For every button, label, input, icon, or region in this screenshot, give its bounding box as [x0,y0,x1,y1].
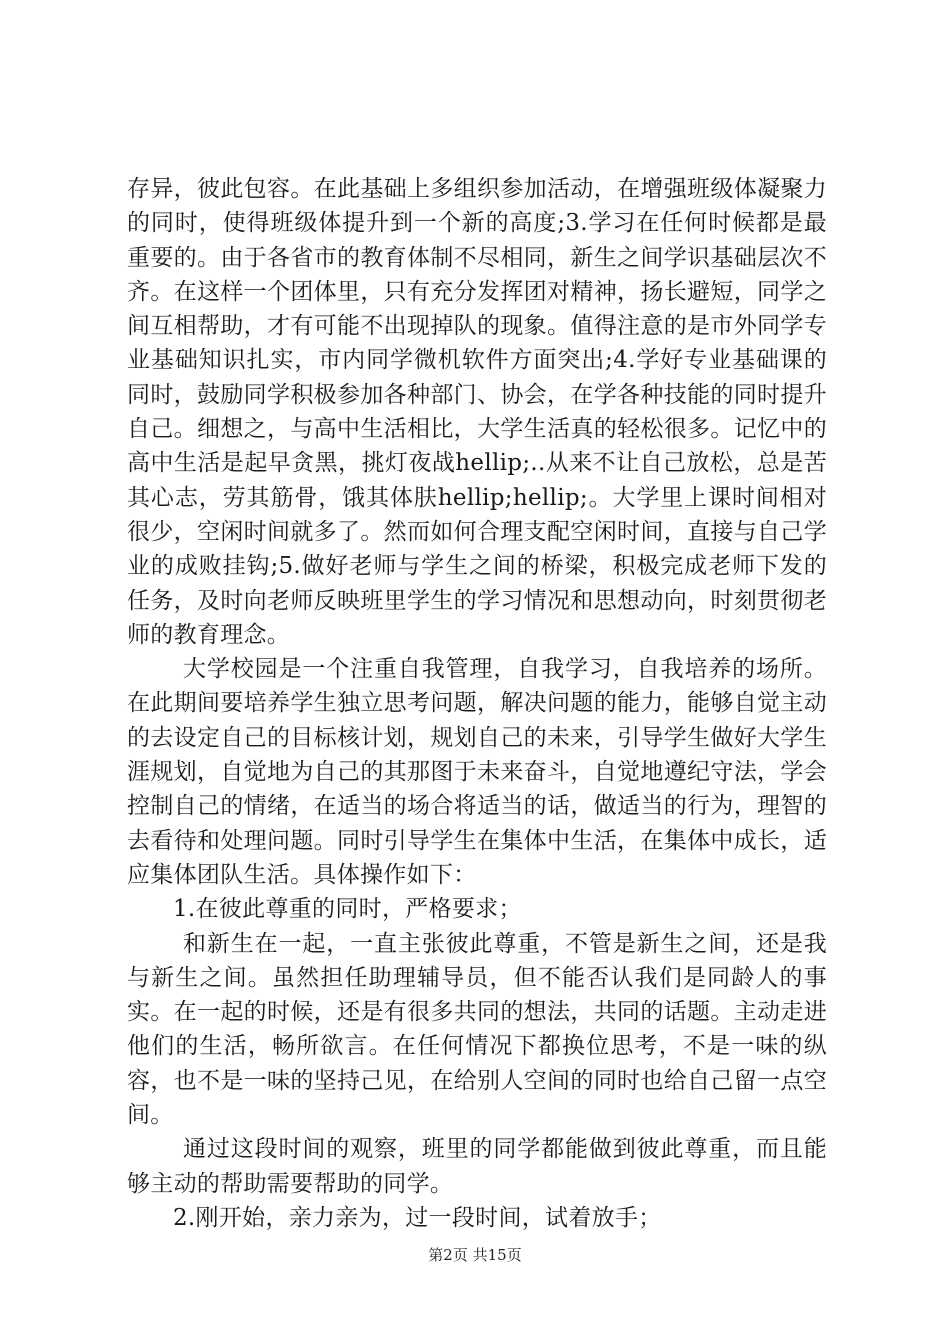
paragraph-campus: 大学校园是一个注重自我管理，自我学习，自我培养的场所。在此期间要培养学生独立思考问题，解决问题的能力，能够自觉主动的去设定自己的目标核计划，规划自己的未来，引导学生做好大学生涯规划，自觉地为自己的其那图于未来奋斗，自觉地遵纪守法，学会控制自己的情绪，在适当的场合将适当的话，做适当的行为，理智的去看待和处理问题。同时引导学生在集体中生活，在集体中成长，适应集体团队生活。具体操作如下： [127,656,827,888]
paragraph-respect: 和新生在一起，一直主张彼此尊重，不管是新生之间，还是我与新生之间。虽然担任助理辅导员，但不能否认我们是同龄人的事实。在一起的时候，还是有很多共同的想法，共同的话题。主动走进他们的生活，畅所欲言。在任何情况下都换位思考，不是一味的纵容，也不是一味的坚持己见，在给别人空间的同时也给自己留一点空间。 [127,930,827,1129]
document-body [127,172,827,1235]
page-number-footer: 第2页 共15页 [428,1246,522,1264]
paragraph-observation: 通过这段时间的观察，班里的同学都能做到彼此尊重，而且能够主动的帮助需要帮助的同学。 [127,1136,827,1197]
paragraph-continuation: 存异，彼此包容。在此基础上多组织参加活动，在增强班级体凝聚力的同时，使得班级体提升到一个新的高度;3.学习在任何时候都是最重要的。由于各省市的教育体制不尽相同，新生之间学识基础层次不齐。在这样一个团体里，只有充分发挥团对精神，扬长避短，同学之间互相帮助，才有可能不出现掉队的现象。值得注意的是市外同学专业基础知识扎实，市内同学微机软件方面突出;4.学好专业基础课的同时，鼓励同学积极参加各种部门、协会，在学各种技能的同时提升自己。细想之，与高中生活相比，大学生活真的轻松很多。记忆中的高中生活是起早贪黑，挑灯夜战hellip;..从来不让自己放松，总是苦其心志，劳其筋骨，饿其体肤hellip;hellip;。大学里上课时间相对很少，空闲时间就多了。然而如何合理支配空闲时间，直接与自己学业的成败挂钩;5.做好老师与学生之间的桥梁，积极完成老师下发的任务，及时向老师反映班里学生的学习情况和思想动向，时刻贯彻老师的教育理念。 [127,176,827,648]
list-heading-2: 2.刚开始，亲力亲为，过一段时间，试着放手； [173,1204,662,1231]
list-heading-1: 1.在彼此尊重的同时，严格要求； [173,896,522,923]
